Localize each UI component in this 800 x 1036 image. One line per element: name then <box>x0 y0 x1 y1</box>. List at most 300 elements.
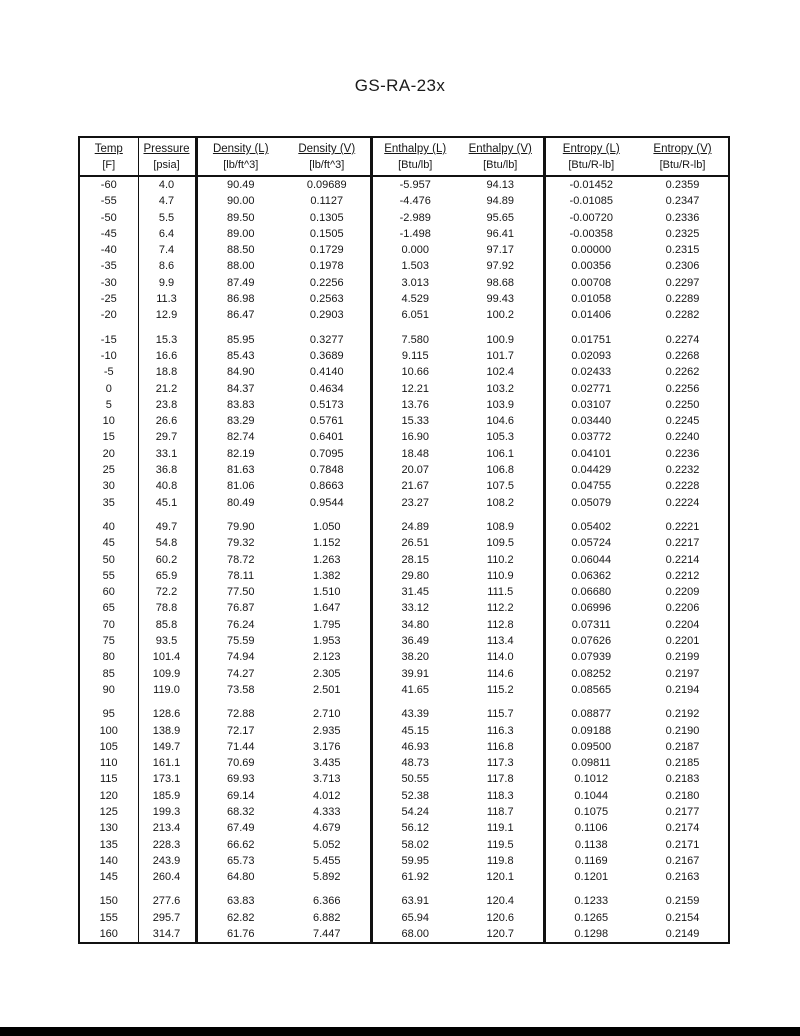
table-cell: -20 <box>79 307 138 323</box>
table-cell: 45 <box>79 535 138 551</box>
table-cell: 69.14 <box>226 789 255 802</box>
gap-cell <box>79 511 138 519</box>
table-cell: 0.03772 <box>571 431 612 444</box>
table-cell: 0.1044 <box>574 789 609 802</box>
table-cell: 173.1 <box>138 771 196 787</box>
table-cell: 21.2 <box>138 381 196 397</box>
table-row <box>79 804 729 820</box>
table-cell: 0.2171 <box>665 838 700 851</box>
table-cell: 63.91 <box>401 895 430 908</box>
table-cell: 0.07626 <box>571 635 612 648</box>
table-cell: 30 <box>79 478 138 494</box>
table-cell: 7.580 <box>401 333 430 346</box>
table-cell: 0.2262 <box>665 366 700 379</box>
table-cell: 59.95 <box>401 854 430 867</box>
table-cell: 1.503 <box>401 260 430 273</box>
table-cell: 33.12 <box>401 602 430 615</box>
table-row <box>79 210 729 226</box>
table-cell: 38.20 <box>401 651 430 664</box>
table-row <box>79 926 729 943</box>
table-cell: 314.7 <box>138 926 196 943</box>
table-cell: 8.6 <box>138 258 196 274</box>
gap-cell <box>637 324 729 332</box>
table-cell: 81.06 <box>226 480 255 493</box>
column-header <box>544 137 637 158</box>
table-cell: 15 <box>79 429 138 445</box>
gap-cell <box>196 511 284 519</box>
table-cell: 106.1 <box>458 446 544 462</box>
table-cell: 0.2240 <box>665 431 700 444</box>
table-cell: 2.935 <box>284 723 371 739</box>
table-cell: 13.76 <box>401 398 430 411</box>
table-row <box>79 788 729 804</box>
table-row <box>79 706 729 722</box>
table-cell: 0.2306 <box>665 260 700 273</box>
table-cell: 100.9 <box>458 332 544 348</box>
table-cell: 0.000 <box>401 244 430 257</box>
table-cell: 11.3 <box>138 291 196 307</box>
table-cell: 69.93 <box>226 773 255 786</box>
table-cell: 24.89 <box>401 520 430 533</box>
table-cell: 160 <box>79 926 138 943</box>
table-cell: 1.953 <box>284 633 371 649</box>
table-cell: 3.713 <box>284 771 371 787</box>
table-cell: 75 <box>79 633 138 649</box>
table-cell: 103.9 <box>458 397 544 413</box>
table-cell: 45.1 <box>138 495 196 511</box>
table-cell: 70.69 <box>226 757 255 770</box>
table-cell: 0.2250 <box>665 398 700 411</box>
table-cell: 0.2154 <box>665 911 700 924</box>
table-cell: 0.2199 <box>665 651 700 664</box>
table-cell: 0.06996 <box>571 602 612 615</box>
table-cell: -5.957 <box>399 179 431 191</box>
table-cell: 75.59 <box>226 635 255 648</box>
table-cell: 213.4 <box>138 820 196 836</box>
table-cell: 0.2256 <box>665 382 700 395</box>
gap-cell <box>544 511 637 519</box>
group-gap-row <box>79 324 729 332</box>
table-row <box>79 381 729 397</box>
table-cell: 0.2183 <box>665 773 700 786</box>
table-cell: 155 <box>79 910 138 926</box>
table-cell: 6.051 <box>401 309 430 322</box>
table-cell: 0.00356 <box>571 260 612 273</box>
table-row <box>79 755 729 771</box>
table-row <box>79 291 729 307</box>
table-cell: 0.2217 <box>665 537 700 550</box>
table-cell: 84.90 <box>226 366 255 379</box>
column-unit: [Btu/R-lb] <box>544 158 637 176</box>
table-row <box>79 568 729 584</box>
table-cell: 56.12 <box>401 822 430 835</box>
table-cell: 90.49 <box>226 179 255 191</box>
table-cell: 23.27 <box>401 496 430 509</box>
table-cell: 2.305 <box>284 666 371 682</box>
table-cell: 1.795 <box>284 617 371 633</box>
table-cell: 0.2159 <box>665 895 700 908</box>
table-cell: 260.4 <box>138 869 196 885</box>
gap-cell <box>371 885 458 893</box>
table-cell: 35 <box>79 495 138 511</box>
table-cell: 21.67 <box>401 480 430 493</box>
table-cell: 72.17 <box>226 724 255 737</box>
saturation-table <box>78 136 730 944</box>
table-cell: -40 <box>79 242 138 258</box>
table-cell: 0.00708 <box>571 276 612 289</box>
gap-cell <box>138 885 196 893</box>
table-cell: 68.32 <box>226 805 255 818</box>
table-cell: 97.92 <box>458 258 544 274</box>
gap-cell <box>458 324 544 332</box>
table-cell: 50 <box>79 552 138 568</box>
table-cell: 23.8 <box>138 397 196 413</box>
table-cell: 34.80 <box>401 618 430 631</box>
gap-cell <box>284 885 371 893</box>
table-cell: 88.50 <box>226 244 255 257</box>
table-cell: 74.94 <box>226 651 255 664</box>
gap-cell <box>284 511 371 519</box>
table-cell: 66.62 <box>226 838 255 851</box>
table-cell: 0.1978 <box>284 258 371 274</box>
gap-cell <box>138 698 196 706</box>
table-cell: 0.5173 <box>284 397 371 413</box>
table-cell: 295.7 <box>138 910 196 926</box>
table-cell: 80.49 <box>226 496 255 509</box>
table-cell: 119.5 <box>458 837 544 853</box>
table-cell: 108.2 <box>458 495 544 511</box>
gap-cell <box>371 324 458 332</box>
table-cell: 0.2190 <box>665 724 700 737</box>
table-row <box>79 633 729 649</box>
group-gap-row <box>79 885 729 893</box>
table-cell: 0.05402 <box>571 520 612 533</box>
table-cell: 118.3 <box>458 788 544 804</box>
table-cell: 161.1 <box>138 755 196 771</box>
table-row <box>79 600 729 616</box>
table-cell: 108.9 <box>458 519 544 535</box>
table-cell: 79.90 <box>226 520 255 533</box>
table-cell: 0.09811 <box>571 757 611 770</box>
table-cell: 0.08565 <box>571 683 612 696</box>
table-cell: 0.2236 <box>665 447 700 460</box>
table-cell: 6.4 <box>138 226 196 242</box>
table-cell: 117.8 <box>458 771 544 787</box>
table-cell: 77.50 <box>226 586 255 599</box>
column-header-label: Enthalpy (V) <box>468 143 532 155</box>
table-cell: 7.4 <box>138 242 196 258</box>
table-cell: 76.87 <box>226 602 255 615</box>
table-cell: 0.1233 <box>574 895 609 908</box>
table-cell: 0.2903 <box>284 307 371 323</box>
column-header-label: Entropy (V) <box>653 143 712 155</box>
table-cell: 0.2359 <box>665 179 700 191</box>
saturation-table-head <box>79 137 729 176</box>
table-cell: 26.6 <box>138 413 196 429</box>
gap-cell <box>79 324 138 332</box>
table-cell: 0.06680 <box>571 586 612 599</box>
table-cell: 0.1169 <box>574 854 608 867</box>
table-cell: 2.123 <box>284 649 371 665</box>
table-cell: 128.6 <box>138 706 196 722</box>
table-cell: 94.13 <box>458 176 544 193</box>
table-cell: 0.02093 <box>571 349 612 362</box>
table-cell: 41.65 <box>401 683 430 696</box>
table-cell: 0.2212 <box>665 569 700 582</box>
table-cell: 140 <box>79 853 138 869</box>
table-cell: 0 <box>79 381 138 397</box>
table-cell: 0.8663 <box>284 478 371 494</box>
table-row <box>79 682 729 698</box>
gap-cell <box>637 885 729 893</box>
table-cell: 0.2174 <box>665 822 700 835</box>
gap-cell <box>637 698 729 706</box>
table-cell: 101.7 <box>458 348 544 364</box>
table-cell: 4.333 <box>284 804 371 820</box>
table-cell: 115 <box>79 771 138 787</box>
table-row <box>79 275 729 291</box>
table-cell: 0.7848 <box>284 462 371 478</box>
table-cell: 4.679 <box>284 820 371 836</box>
table-cell: 67.49 <box>226 822 255 835</box>
table-cell: 10.66 <box>401 366 430 379</box>
table-cell: 106.8 <box>458 462 544 478</box>
table-cell: 0.2177 <box>665 805 700 818</box>
table-row <box>79 364 729 380</box>
table-cell: 0.2282 <box>665 309 700 322</box>
table-cell: 16.6 <box>138 348 196 364</box>
table-row <box>79 666 729 682</box>
table-cell: 3.435 <box>284 755 371 771</box>
table-cell: -0.01452 <box>569 179 613 191</box>
table-cell: 0.09689 <box>284 176 371 193</box>
table-cell: 0.08252 <box>571 667 612 680</box>
table-cell: 50.55 <box>401 773 430 786</box>
column-header-label: Pressure <box>143 143 190 155</box>
table-cell: 185.9 <box>138 788 196 804</box>
table-cell: 6.882 <box>284 910 371 926</box>
table-cell: 120 <box>79 788 138 804</box>
table-cell: 65.94 <box>401 911 430 924</box>
table-row <box>79 332 729 348</box>
column-header-label: Density (V) <box>298 143 356 155</box>
table-cell: 115.2 <box>458 682 544 698</box>
table-cell: 0.1729 <box>284 242 371 258</box>
table-cell: -0.00358 <box>569 227 613 240</box>
table-cell: 72.88 <box>226 708 255 721</box>
table-cell: -1.498 <box>399 227 431 240</box>
table-cell: 81.63 <box>226 464 255 477</box>
table-cell: 107.5 <box>458 478 544 494</box>
table-cell: 120.1 <box>458 869 544 885</box>
table-row <box>79 837 729 853</box>
table-cell: 28.15 <box>401 553 430 566</box>
table-cell: 39.91 <box>401 667 430 680</box>
table-cell: 0.09500 <box>571 740 612 753</box>
column-unit: [F] <box>79 158 138 176</box>
gap-cell <box>196 885 284 893</box>
table-cell: 0.1265 <box>574 911 609 924</box>
table-cell: 40 <box>79 519 138 535</box>
table-cell: 1.647 <box>284 600 371 616</box>
table-cell: 80 <box>79 649 138 665</box>
column-unit: [lb/ft^3] <box>284 158 371 176</box>
table-cell: 0.1138 <box>574 838 608 851</box>
table-cell: -0.00720 <box>569 211 613 224</box>
gap-cell <box>544 885 637 893</box>
table-row <box>79 723 729 739</box>
table-cell: 93.5 <box>138 633 196 649</box>
table-cell: 85.43 <box>226 349 255 362</box>
gap-cell <box>196 324 284 332</box>
table-cell: 61.92 <box>401 871 430 884</box>
column-header <box>79 137 138 158</box>
table-cell: 0.01751 <box>571 333 612 346</box>
column-header <box>196 137 284 158</box>
table-cell: 95.65 <box>458 210 544 226</box>
gap-cell <box>284 324 371 332</box>
table-cell: 71.44 <box>226 740 255 753</box>
table-cell: 5.892 <box>284 869 371 885</box>
table-cell: 36.49 <box>401 635 430 648</box>
table-cell: 73.58 <box>226 683 255 696</box>
table-cell: 99.43 <box>458 291 544 307</box>
table-cell: -55 <box>79 193 138 209</box>
table-cell: 4.012 <box>284 788 371 804</box>
table-cell: 150 <box>79 893 138 909</box>
table-row <box>79 413 729 429</box>
table-cell: 76.24 <box>226 618 255 631</box>
table-cell: 45.15 <box>401 724 430 737</box>
table-cell: 3.176 <box>284 739 371 755</box>
table-cell: 0.2289 <box>665 293 700 306</box>
table-cell: 86.47 <box>226 309 255 322</box>
table-row <box>79 176 729 193</box>
table-cell: 102.4 <box>458 364 544 380</box>
table-cell: 62.82 <box>226 911 255 924</box>
gap-cell <box>196 698 284 706</box>
table-cell: 36.8 <box>138 462 196 478</box>
table-cell: 7.447 <box>284 926 371 943</box>
table-cell: 83.83 <box>226 398 255 411</box>
table-cell: 40.8 <box>138 478 196 494</box>
table-row <box>79 348 729 364</box>
table-cell: 0.02433 <box>571 366 612 379</box>
table-cell: 109.9 <box>138 666 196 682</box>
table-cell: 0.9544 <box>284 495 371 511</box>
table-cell: 78.11 <box>227 569 255 582</box>
table-cell: 96.41 <box>458 226 544 242</box>
table-cell: 0.07939 <box>571 651 612 664</box>
table-cell: 118.7 <box>458 804 544 820</box>
table-row <box>79 258 729 274</box>
table-cell: 0.6401 <box>284 429 371 445</box>
table-cell: 117.3 <box>458 755 544 771</box>
table-cell: 64.80 <box>226 871 255 884</box>
table-cell: 0.1106 <box>574 822 608 835</box>
column-unit: [Btu/lb] <box>458 158 544 176</box>
table-cell: 54.8 <box>138 535 196 551</box>
table-cell: -60 <box>79 176 138 193</box>
saturation-table-body <box>79 176 729 943</box>
table-cell: 0.1298 <box>574 928 609 941</box>
header-units-row <box>79 158 729 176</box>
table-cell: 114.6 <box>458 666 544 682</box>
table-row <box>79 617 729 633</box>
table-cell: 103.2 <box>458 381 544 397</box>
table-cell: 5 <box>79 397 138 413</box>
table-cell: 1.050 <box>284 519 371 535</box>
table-cell: 145 <box>79 869 138 885</box>
table-cell: 89.50 <box>226 211 255 224</box>
table-cell: 0.1505 <box>284 226 371 242</box>
table-row <box>79 853 729 869</box>
table-cell: 20.07 <box>401 464 430 477</box>
gap-cell <box>284 698 371 706</box>
table-cell: 65.9 <box>138 568 196 584</box>
table-cell: 85 <box>79 666 138 682</box>
table-cell: 0.3277 <box>284 332 371 348</box>
table-cell: 0.4140 <box>284 364 371 380</box>
gap-cell <box>458 885 544 893</box>
table-cell: 0.2187 <box>665 740 700 753</box>
table-cell: -25 <box>79 291 138 307</box>
table-cell: 72.2 <box>138 584 196 600</box>
table-row <box>79 519 729 535</box>
table-cell: 95 <box>79 706 138 722</box>
table-cell: 85.8 <box>138 617 196 633</box>
table-cell: 105 <box>79 739 138 755</box>
table-cell: 0.1201 <box>574 871 609 884</box>
table-cell: 0.7095 <box>284 446 371 462</box>
table-cell: 0.02771 <box>571 382 612 395</box>
table-row <box>79 535 729 551</box>
gap-cell <box>544 698 637 706</box>
table-cell: 0.04101 <box>571 447 612 460</box>
column-header <box>637 137 729 158</box>
table-cell: 0.2224 <box>665 496 700 509</box>
table-row <box>79 446 729 462</box>
table-cell: 130 <box>79 820 138 836</box>
table-cell: 70 <box>79 617 138 633</box>
table-cell: 48.73 <box>401 757 430 770</box>
gap-cell <box>637 511 729 519</box>
table-cell: 63.83 <box>226 895 255 908</box>
table-cell: 33.1 <box>138 446 196 462</box>
table-cell: 85.95 <box>226 333 255 346</box>
table-row <box>79 397 729 413</box>
table-cell: 119.0 <box>138 682 196 698</box>
column-header <box>138 137 196 158</box>
table-cell: 74.27 <box>226 667 255 680</box>
table-cell: 65.73 <box>226 854 255 867</box>
table-cell: 105.3 <box>458 429 544 445</box>
table-cell: 54.24 <box>401 805 430 818</box>
table-cell: 55 <box>79 568 138 584</box>
table-cell: 6.366 <box>284 893 371 909</box>
gap-cell <box>544 324 637 332</box>
table-cell: 0.04755 <box>571 480 612 493</box>
table-cell: 116.8 <box>458 739 544 755</box>
table-cell: 58.02 <box>401 838 430 851</box>
table-cell: 10 <box>79 413 138 429</box>
table-cell: 18.8 <box>138 364 196 380</box>
table-cell: 0.01406 <box>571 309 612 322</box>
table-cell: 277.6 <box>138 893 196 909</box>
gap-cell <box>138 324 196 332</box>
table-cell: 12.21 <box>401 382 430 395</box>
table-cell: 120.4 <box>458 893 544 909</box>
